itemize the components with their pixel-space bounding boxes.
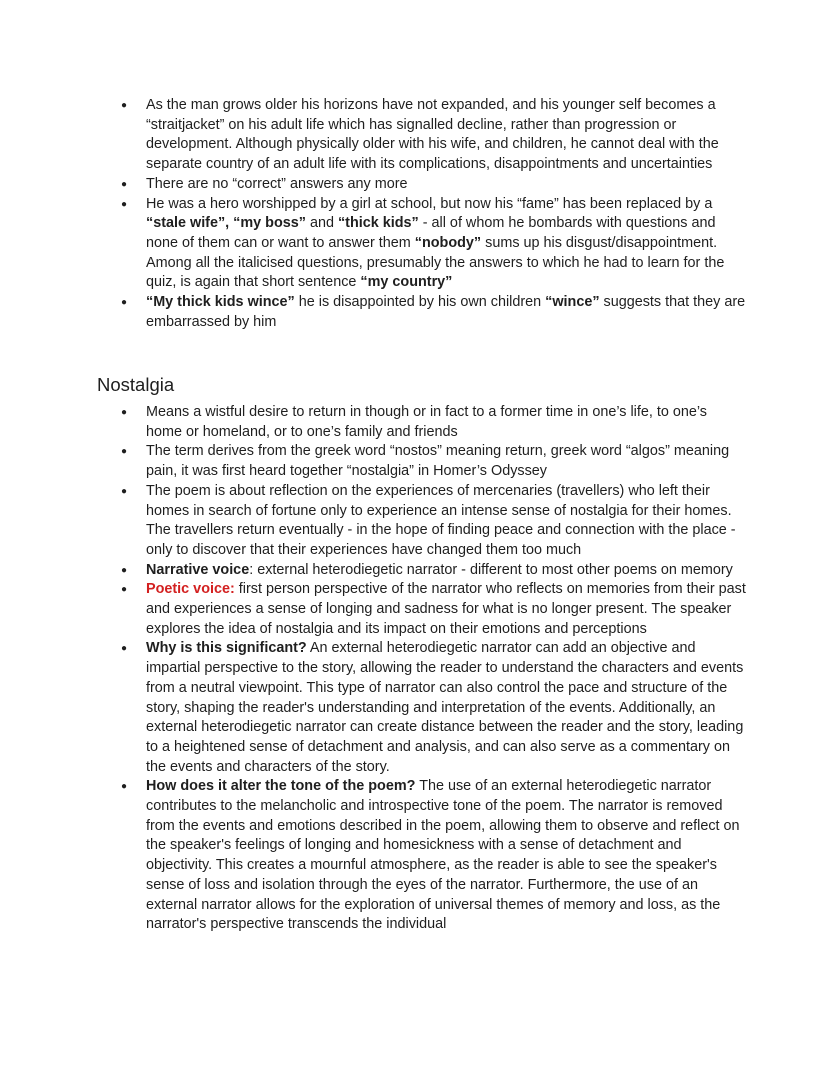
bullet-list-straitjacket [146,96,746,332]
list-item [146,777,746,935]
label-how-alter-tone: How does it alter the tone of the poem? [146,778,416,795]
list-item [146,482,746,561]
list-item [146,175,746,195]
bullet-text: He was a hero worshipped by a girl at school, but now his “fame” has been replaced by a [146,195,713,212]
bullet-text: : external heterodiegetic narrator - different to most other poems on memory [249,561,733,578]
bullet-text: - all of whom he bombards with questions and none of them can or want to answer them [146,215,716,251]
bold-quote-stale-wife-boss: “stale wife”, “my boss” [146,215,306,232]
list-item [146,639,746,777]
bullet-text: first person perspective of the narrator who reflects on memories from their past and experiences a sense of longing and sadness for what is no longer present. The speaker explores the idea of nostalgia and its impact on their emotions and perceptions [146,581,746,637]
bold-quote-wince: “wince” [545,294,600,311]
label-narrative-voice: Narrative voice [146,561,250,578]
bold-quote-thick-kids-wince: “My thick kids wince” [146,294,295,311]
bullet-text: he is disappointed by his own children [294,294,546,311]
label-why-significant: Why is this significant? [146,640,307,657]
bullet-text: suggests that they are embarrassed by him [146,294,746,330]
bullet-text: The term derives from the greek word “nostos” meaning return, greek word “algos” meaning pain, it was first heard together “nostalgia” in Homer’s Odyssey [146,443,730,480]
list-item [146,403,746,442]
label-poetic-voice: Poetic voice: [146,581,235,598]
bullet-text: and [305,215,338,232]
list-item [146,561,746,581]
list-item [146,293,746,332]
section-heading-nostalgia: Nostalgia [97,374,175,395]
bullet-text: An external heterodiegetic narrator can add an objective and impartial perspective to the story, allowing the reader to understand the characters and events from a neutral viewpoint. This type of narrator can also control the pace and structure of the story, shaping the reader's understanding and interpretation of the events. Additionally, an external heterodiegetic narrator can create distance between the reader and the story, leading to a heightened sense of detachment and analysis, and can also serve as a commentary on the events and characters of the story. [146,640,744,775]
list-item [146,96,746,175]
bullet-text: The use of an external heterodiegetic narrator contributes to the melancholic and introspective tone of the poem. The narrator is removed from the events and emotions described in the poem, allowing them to observe and reflect on the speaker's feelings of longing and homesickness with a sense of detachment and objectivity. This creates a mournful atmosphere, as the reader is able to see the speaker's sense of loss and isolation through the eyes of the narrator. Furthermore, the use of an external narrator allows for the exploration of universal themes of memory and loss, as the narrator's perspective transcends the individual [146,778,740,933]
bullet-text: As the man grows older his horizons have not expanded, and his younger self becomes a “straitjacket” on his adult life which has signalled decline, rather than progression or development. Although physically older with his wife, and children, he cannot deal with the separate country of an adult life with its complications, disappointments and uncertainties [146,97,719,173]
bullet-text: Means a wistful desire to return in though or in fact to a former time in one’s life, to one’s home or homeland, or to one’s family and friends [146,404,707,440]
bullet-list-nostalgia [146,403,746,935]
list-item [146,442,746,481]
bullet-text: There are no “correct” answers any more [146,175,408,192]
list-item [146,580,746,639]
bullet-text: The poem is about reflection on the experiences of mercenaries (travellers) who left their homes in search of fortune only to experience an intense sense of nostalgia for their homes. The travellers return eventually - in the hope of finding peace and connection with the place - only to discover that their experiences have changed them too much [146,482,736,558]
bold-quote-nobody: “nobody” [414,234,482,251]
bullet-text: sums up his disgust/disappointment. Among all the italicised questions, presumably the answers to which he had to learn for the quiz, is again that short sentence [146,234,725,291]
list-item [146,195,746,294]
bold-quote-my-country: “my country” [360,274,453,291]
bold-quote-thick-kids: “thick kids” [337,215,419,232]
